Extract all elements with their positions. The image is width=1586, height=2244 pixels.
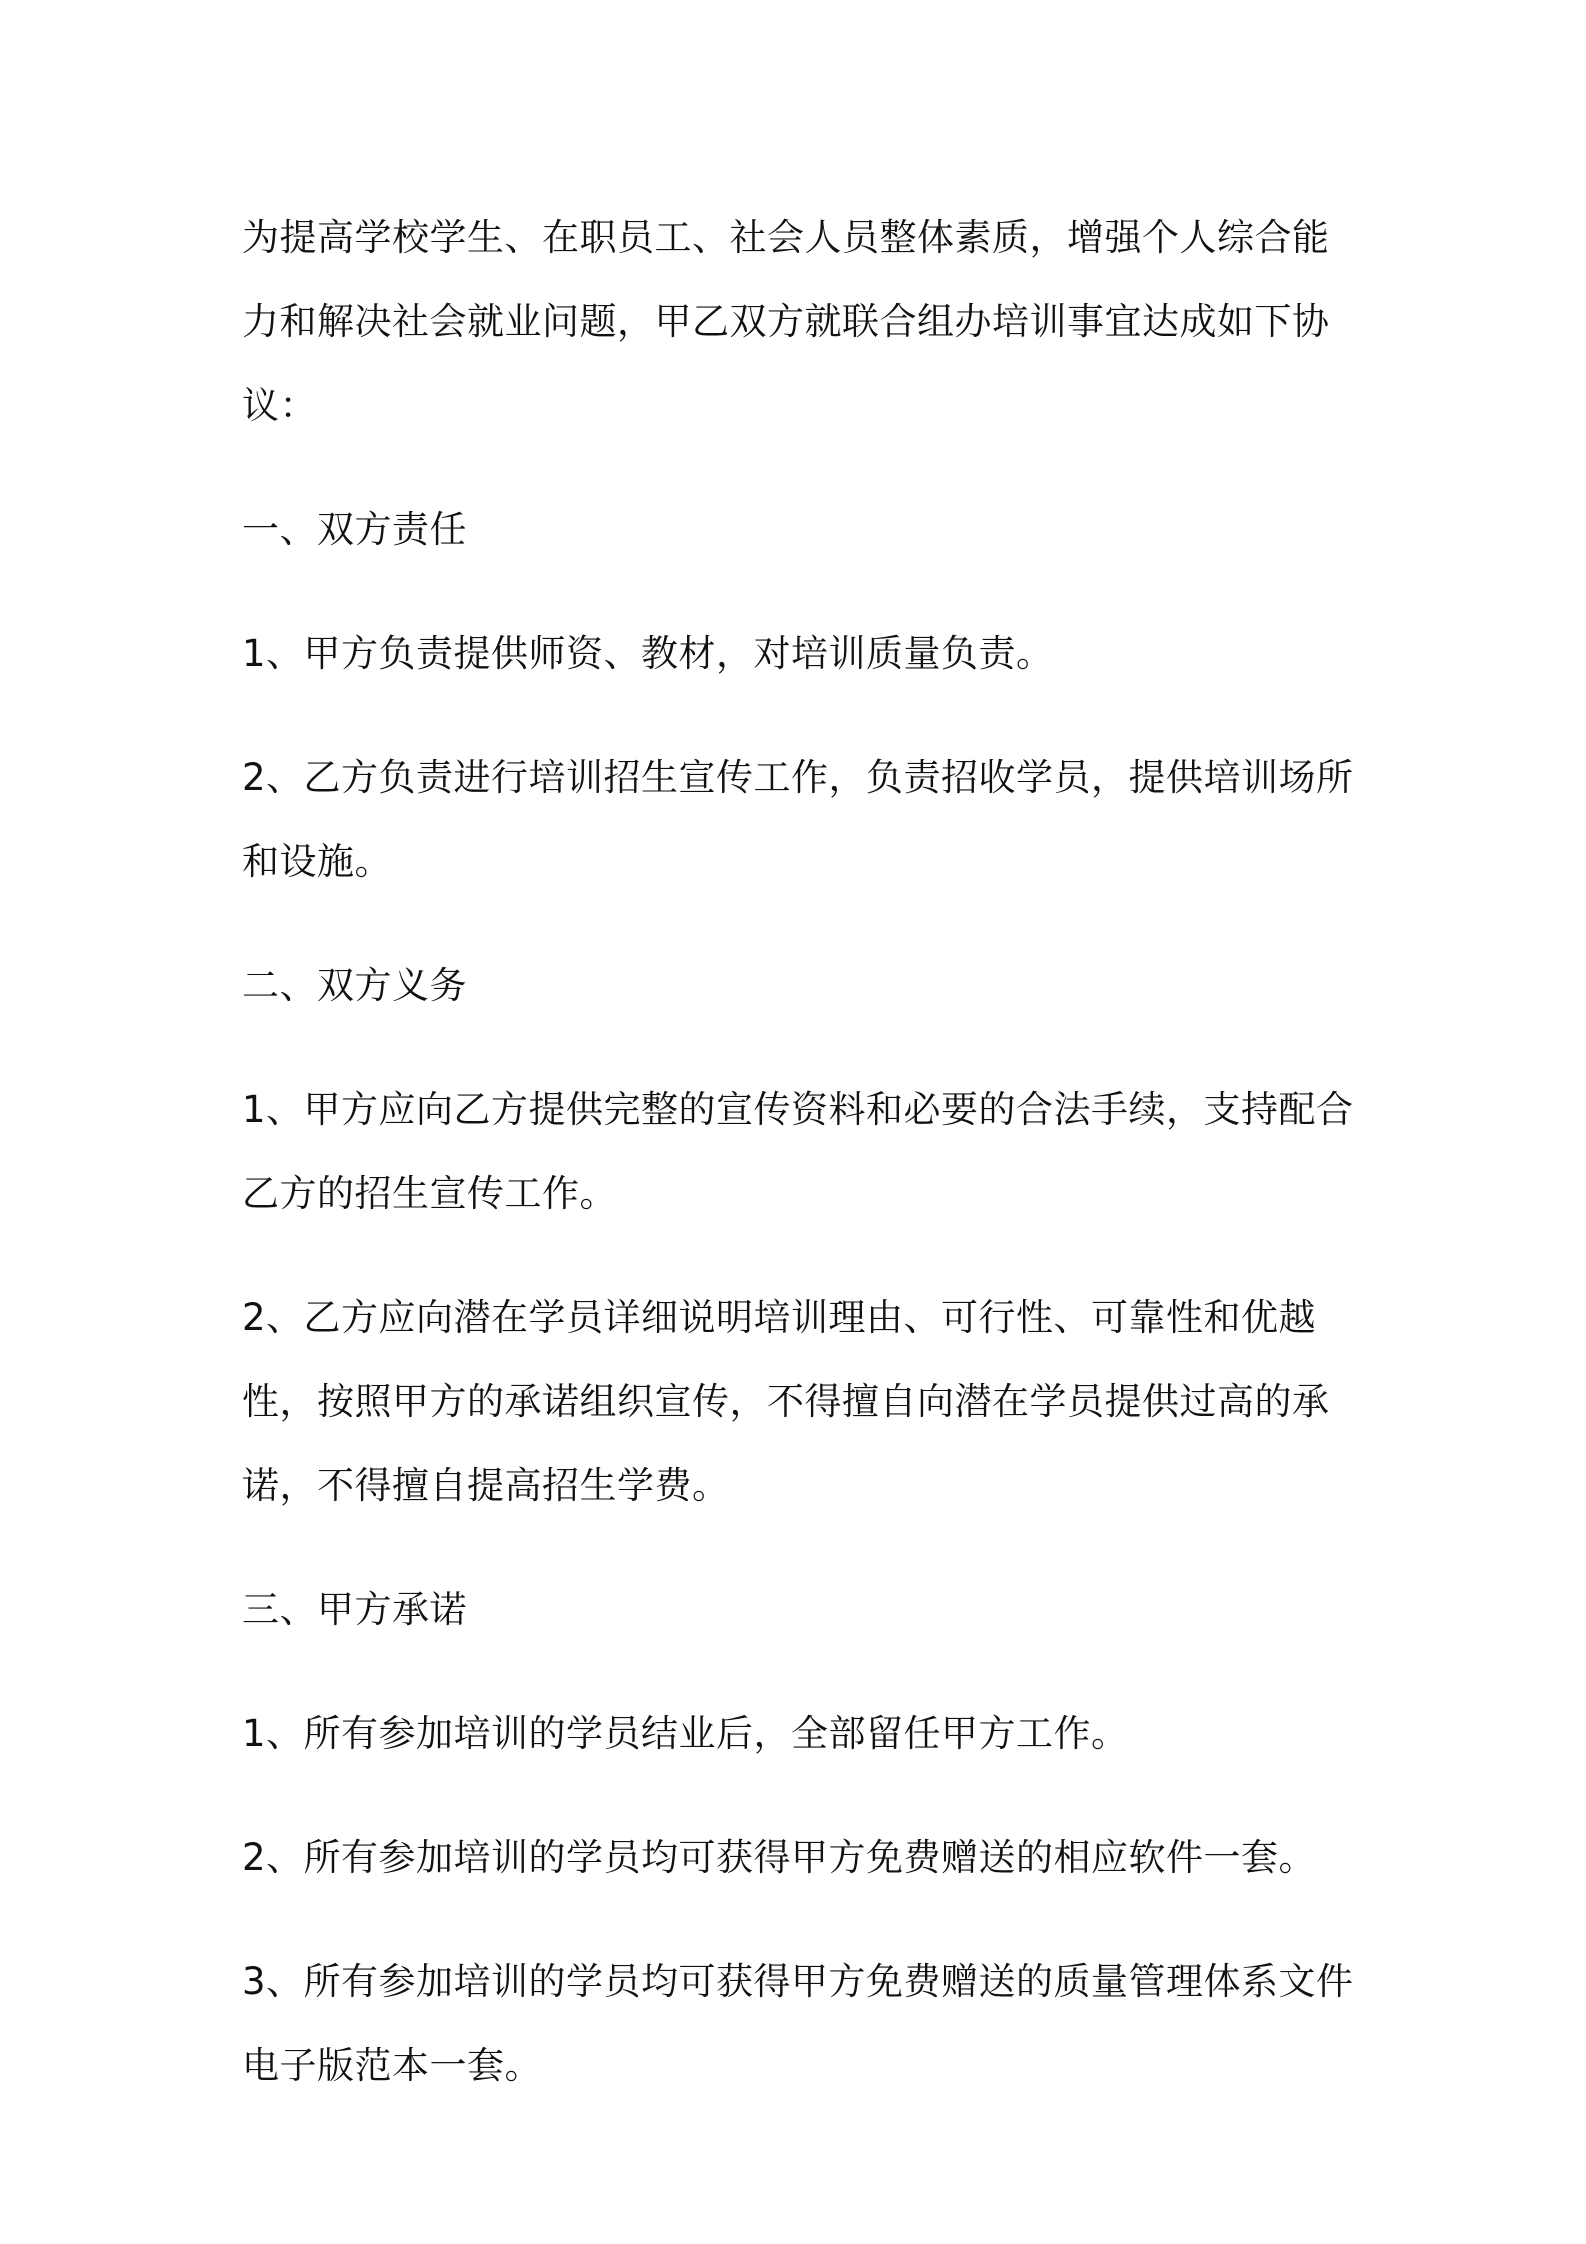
section-heading-responsibilities: 一、双方责任 [242,508,467,551]
obligation-item-1: 1、甲方应向乙方提供完整的宣传资料和必要的合法手续，支持配合乙方的招生宣传工作。 [242,1088,1354,1215]
obligation-item-2: 2、乙方应向潜在学员详细说明培训理由、可行性、可靠性和优越性，按照甲方的承诺组织宣传，不得擅自向潜在学员提供过高的承诺，不得擅自提高招生学费。 [242,1296,1330,1507]
intro-paragraph: 为提高学校学生、在职员工、社会人员整体素质，增强个人综合能力和解决社会就业问题，甲乙双方就联合组办培训事宜达成如下协议： [242,216,1330,427]
responsibility-item-1: 1、甲方负责提供师资、教材，对培训质量负责。 [242,632,1054,675]
section-heading-obligations: 二、双方义务 [242,964,467,1007]
commitment-item-2: 2、所有参加培训的学员均可获得甲方免费赠送的相应软件一套。 [242,1836,1317,1879]
commitment-item-1: 1、所有参加培训的学员结业后，全部留任甲方工作。 [242,1712,1129,1755]
commitment-item-3: 3、所有参加培训的学员均可获得甲方免费赠送的质量管理体系文件电子版范本一套。 [242,1960,1354,2087]
section-heading-party-a-commitments: 三、甲方承诺 [242,1588,467,1631]
responsibility-item-2: 2、乙方负责进行培训招生宣传工作，负责招收学员，提供培训场所和设施。 [242,756,1354,883]
document-page [242,196,1362,2148]
